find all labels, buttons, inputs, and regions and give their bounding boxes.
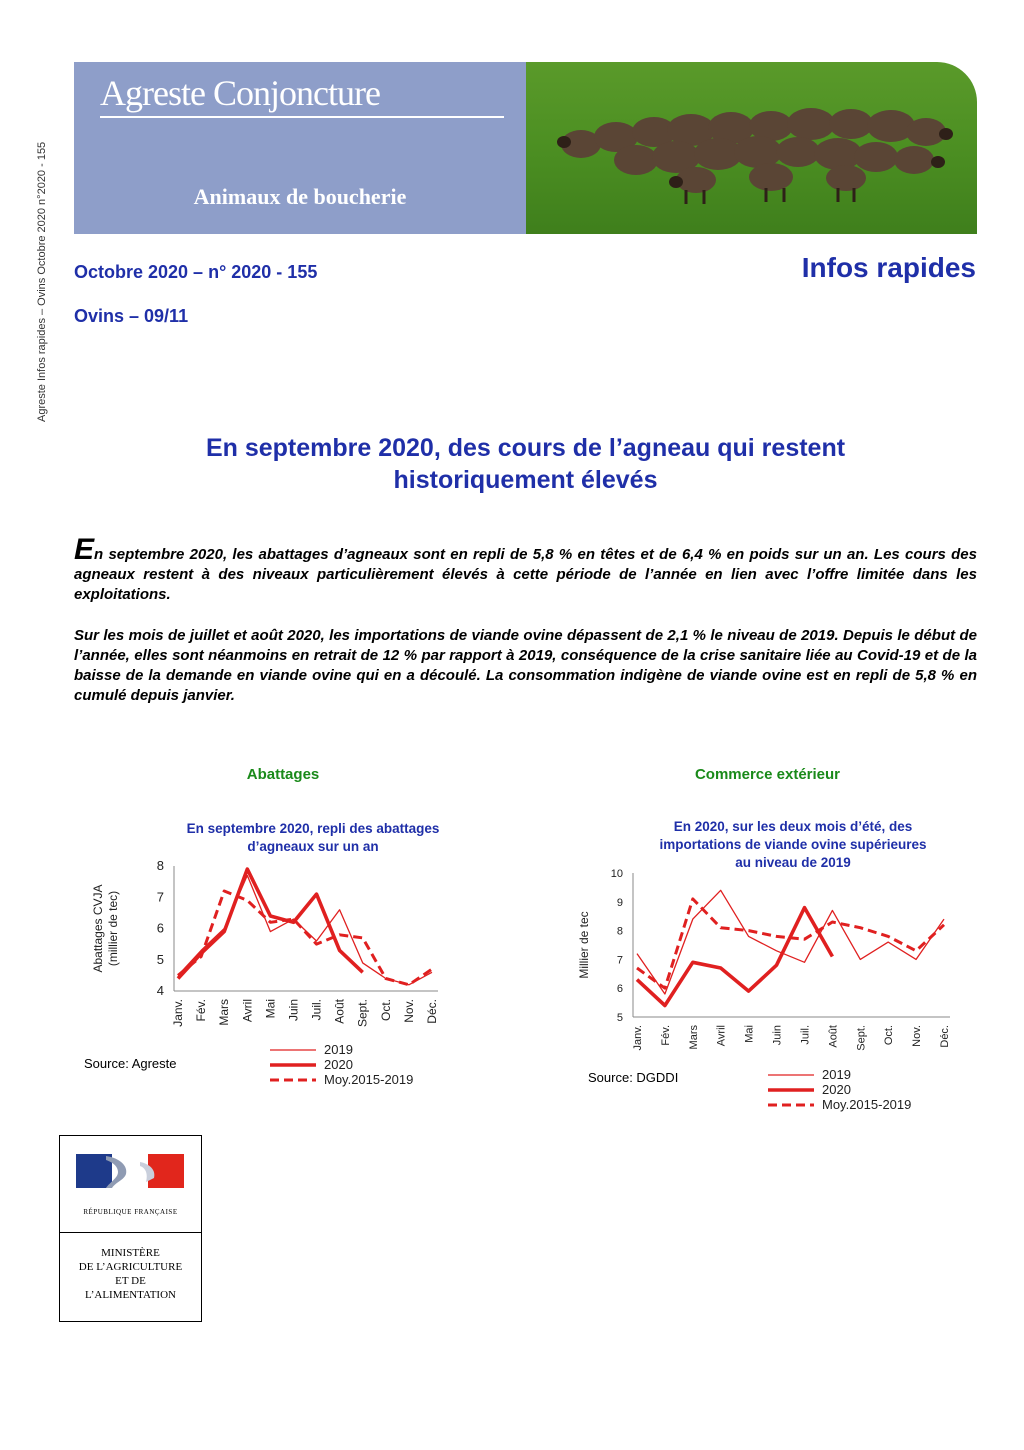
ministry-name: MINISTÈRE DE L’AGRICULTURE ET DE L’ALIMENTATION: [78, 1247, 183, 1301]
chart-2-legend-swatch: [766, 1070, 816, 1080]
chart-2-x-tick-label: Mars: [687, 1025, 700, 1050]
chart-2-y-tick-label: 10: [610, 868, 623, 880]
chart-1-x-tick-label: Juin: [286, 999, 301, 1022]
chart-2-legend: [766, 1067, 911, 1112]
chart-1-legend-item: [268, 1042, 413, 1057]
chart-1-legend-item: [268, 1057, 413, 1072]
headline: [74, 432, 977, 496]
chart-1-x-tick-label: Août: [332, 999, 347, 1024]
chart-2-x-tick-label: Oct.: [883, 1025, 896, 1046]
chart-1-x-tick-label: Fév.: [194, 999, 209, 1022]
header-banner: [74, 62, 977, 234]
chart-1-x-tick-label: Déc.: [425, 999, 439, 1024]
ministry-logo: [59, 1135, 202, 1322]
chart-2-source: Source: DGDDI: [588, 1070, 679, 1085]
chart-1-y-axis-label: Abattages CVJA: [91, 884, 105, 973]
chart-1-x-tick-label: Nov.: [401, 999, 416, 1023]
chart-1-x-tick-label: Juil.: [309, 999, 324, 1021]
chart-1-legend-label: 2019: [324, 1042, 353, 1057]
chart-2-y-tick-label: 6: [616, 983, 623, 996]
chart-2-title-line-2: importations de viande ovine supérieures: [659, 837, 927, 852]
brand-logo-text: Agreste Conjoncture: [100, 73, 380, 113]
sector-date: Ovins – 09/11: [74, 306, 189, 326]
chart-1-legend: [268, 1042, 413, 1087]
chart-1-series-thick: [178, 869, 363, 978]
chart-2-y-axis-label: Millier de tec: [577, 911, 591, 979]
chart-2-x-tick-label: Août: [827, 1025, 840, 1048]
chart-1-y-axis-label-2: (millier de tec): [106, 890, 120, 967]
intro-paragraph-text: n septembre 2020, les abattages d’agneaux sont en repli de 5,8 % en têtes et de 6,4 % en poids sur un an. Les cours des agneaux restent à des niveaux particulièrement élevés à cette période de l’année en lien avec l’offre limitée dans les exploitations.: [74, 546, 977, 603]
chart-2-heading: Commerce extérieur: [694, 766, 841, 783]
chart-2-y-tick-label: 7: [616, 954, 623, 967]
chart-2-y-tick-label: 5: [616, 1012, 623, 1024]
chart-1-title: [140, 820, 486, 856]
chart-2-x-tick-label: Avril: [715, 1025, 728, 1047]
chart-2-legend-item: [766, 1082, 911, 1097]
chart-1-x-tick-label: Mars: [217, 999, 232, 1026]
drop-cap: E: [74, 533, 95, 566]
chart-2-x-tick-label: Déc.: [939, 1025, 951, 1048]
chart-2-legend-swatch: [766, 1085, 816, 1095]
intro-paragraph: [74, 533, 977, 605]
chart-1-x-tick-label: Sept.: [355, 999, 370, 1028]
chart-1-x-tick-label: Mai: [263, 999, 278, 1019]
chart-2-x-tick-label: Sept.: [855, 1025, 868, 1051]
chart-2-x-tick-label: Juin: [771, 1025, 784, 1046]
republique-francaise-text: RÉPUBLIQUE FRANÇAISE: [83, 1208, 178, 1216]
chart-1-y-tick-label: 6: [156, 920, 164, 936]
chart-1-legend-item: [268, 1072, 413, 1087]
chart-1-plot: [80, 855, 480, 1045]
chart-2-x-tick-label: Janv.: [632, 1025, 644, 1051]
chart-1-series-thin: [178, 875, 432, 984]
chart-2-legend-label: Moy.2015-2019: [822, 1097, 912, 1112]
chart-1-legend-label: Moy.2015-2019: [324, 1072, 414, 1087]
side-note: Agreste Infos rapides – Ovins Octobre 2020 n°2020 - 155: [36, 141, 48, 422]
chart-2-legend-item: [766, 1067, 911, 1082]
issue-number: Octobre 2020 – n° 2020 - 155: [74, 262, 318, 282]
chart-2-legend-label: 2020: [822, 1082, 851, 1097]
chart-1-y-tick-label: 4: [156, 983, 164, 998]
chart-1-x-tick-label: Janv.: [171, 999, 185, 1027]
chart-1-legend-swatch: [268, 1045, 318, 1055]
chart-1-x-tick-label: Avril: [240, 999, 255, 1023]
chart-1-title-line-2: d’agneaux sur un an: [247, 839, 379, 854]
chart-1-y-tick-label: 5: [156, 951, 164, 967]
chart-1-legend-swatch: [268, 1060, 318, 1070]
chart-1-legend-label: 2020: [324, 1057, 353, 1072]
headline-line-2: historiquement élevés: [393, 466, 658, 494]
chart-1-x-tick-label: Oct.: [378, 999, 393, 1022]
chart-1-title-line-1: En septembre 2020, repli des abattages: [186, 821, 440, 836]
chart-2-x-tick-label: Nov.: [911, 1025, 924, 1047]
second-paragraph: Sur les mois de juillet et août 2020, les importations de viande ovine dépassent de 2,1 % le niveau de 2019. Depuis le début de l’année, elles sont néanmoins en retrait de 12 % par rapport à 2019, conséquence de la crise sanitaire liée au Covid-19 et de la baisse de la demande en viande ovine qui en a découlé. La consommation indigène de viande ovine est en repli de 5,8 % en cumulé depuis janvier.: [74, 627, 977, 704]
headline-line-1: En septembre 2020, des cours de l’agneau qui restent: [205, 434, 846, 462]
marianne-flag-icon: [76, 1148, 184, 1192]
sheep-photo: [526, 62, 977, 234]
chart-2-y-tick-label: 8: [616, 925, 623, 938]
chart-2-x-tick-label: Juil.: [799, 1025, 812, 1045]
section-title: Animaux de boucherie: [193, 184, 407, 209]
chart-1-heading: Abattages: [246, 766, 320, 783]
chart-1-y-tick-label: 7: [156, 889, 164, 905]
chart-2-y-tick-label: 9: [616, 896, 623, 909]
chart-1-legend-swatch: [268, 1075, 318, 1085]
brand-underline: [100, 116, 504, 118]
series-label: Infos rapides: [801, 252, 976, 283]
chart-2-title-line-3: au niveau de 2019: [735, 855, 851, 870]
chart-2-x-tick-label: Fév.: [659, 1025, 672, 1046]
banner-title-panel: [74, 62, 526, 234]
chart-2-legend-label: 2019: [822, 1067, 851, 1082]
chart-2-x-tick-label: Mai: [743, 1025, 756, 1043]
chart-1-source: Source: Agreste: [84, 1056, 177, 1071]
chart-2-title-line-1: En 2020, sur les deux mois d’été, des: [673, 819, 913, 834]
chart-2-plot: [572, 862, 972, 1062]
chart-1-y-tick-label: 8: [156, 858, 164, 873]
chart-2-legend-swatch: [766, 1100, 816, 1110]
logo-divider: [60, 1232, 201, 1233]
chart-2-legend-item: [766, 1097, 911, 1112]
